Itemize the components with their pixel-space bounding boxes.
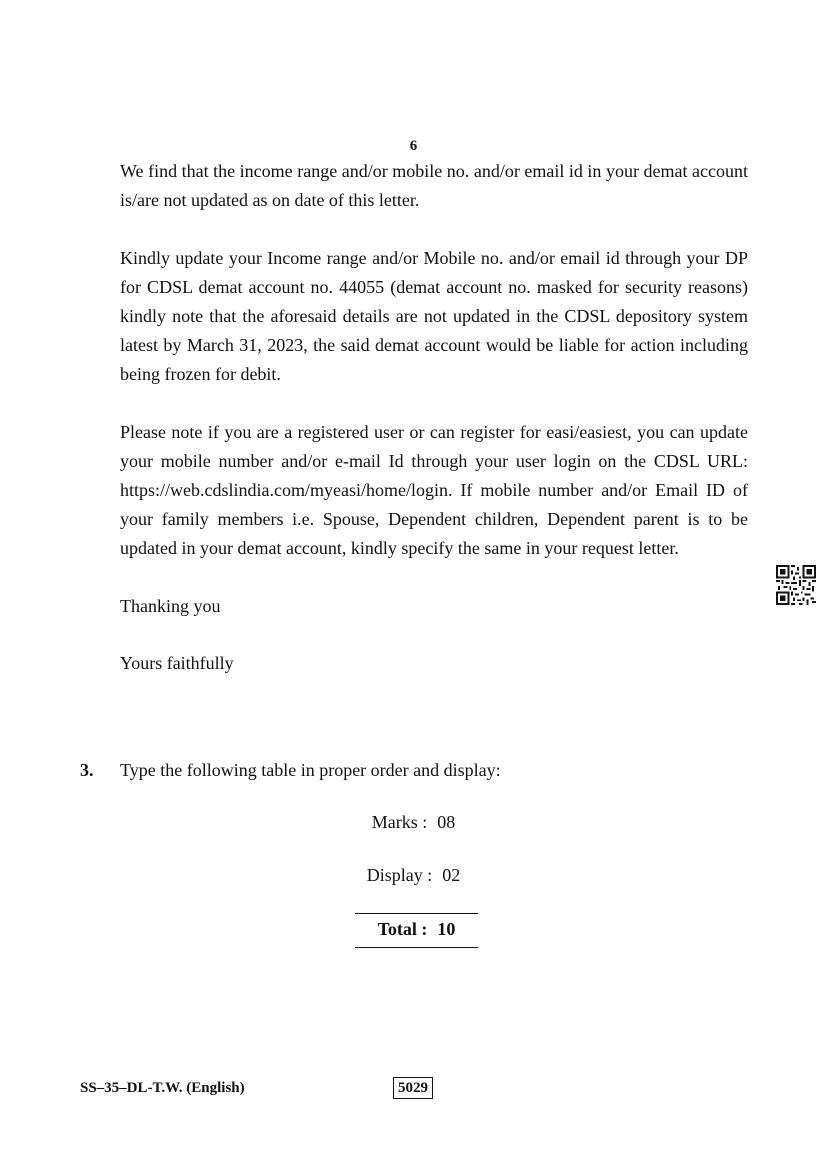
paragraph-kyc-status: We find that the income range and/or mobile no. and/or email id in your demat account is/are not updated as on date of this letter. bbox=[120, 161, 748, 210]
display-label: Display : bbox=[366, 865, 433, 885]
closing-thanks: Thanking you bbox=[120, 596, 221, 616]
paragraph-update-request: Kindly update your Income range and/or Mobile no. and/or email id through your DP for CDSL demat account no. 44055 (demat account no. masked for security reasons) kindly note that the aforesaid details are not updated in the CDSL depository system latest by March 31, 2023, the said demat account would be liable for action including being frozen for debit. bbox=[120, 248, 748, 384]
question-text: Type the following table in proper order and display: bbox=[120, 760, 501, 780]
total-label: Total : bbox=[377, 919, 428, 939]
question-3 bbox=[80, 756, 501, 785]
marks-value: 08 bbox=[437, 812, 456, 832]
letter-body bbox=[120, 157, 748, 706]
closing-signoff: Yours faithfully bbox=[120, 653, 234, 673]
footer-page-code: 5029 bbox=[393, 1077, 433, 1099]
marks-label: Marks : bbox=[371, 812, 428, 832]
total-value: 10 bbox=[437, 919, 456, 939]
display-row bbox=[0, 865, 827, 886]
page-number: 6 bbox=[409, 138, 418, 154]
paragraph-easi-instructions: Please note if you are a registered user or can register for easi/easiest, you can update your mobile number and/or e-mail Id through your user login on the CDSL URL: https://web.cdslindia.com/myeasi/home/login. If mobile number and/or Email ID of your family members i.e. Spouse, Dependent children, Dependent parent is to be updated in your demat account, kindly specify the same in your request letter. bbox=[120, 422, 748, 558]
question-number: 3. bbox=[80, 760, 94, 780]
marks-row bbox=[0, 812, 827, 833]
qr-code-icon bbox=[776, 565, 816, 605]
total-row bbox=[355, 913, 478, 948]
footer-paper-code: SS–35–DL-T.W. (English) bbox=[80, 1080, 245, 1096]
display-value: 02 bbox=[442, 865, 461, 885]
